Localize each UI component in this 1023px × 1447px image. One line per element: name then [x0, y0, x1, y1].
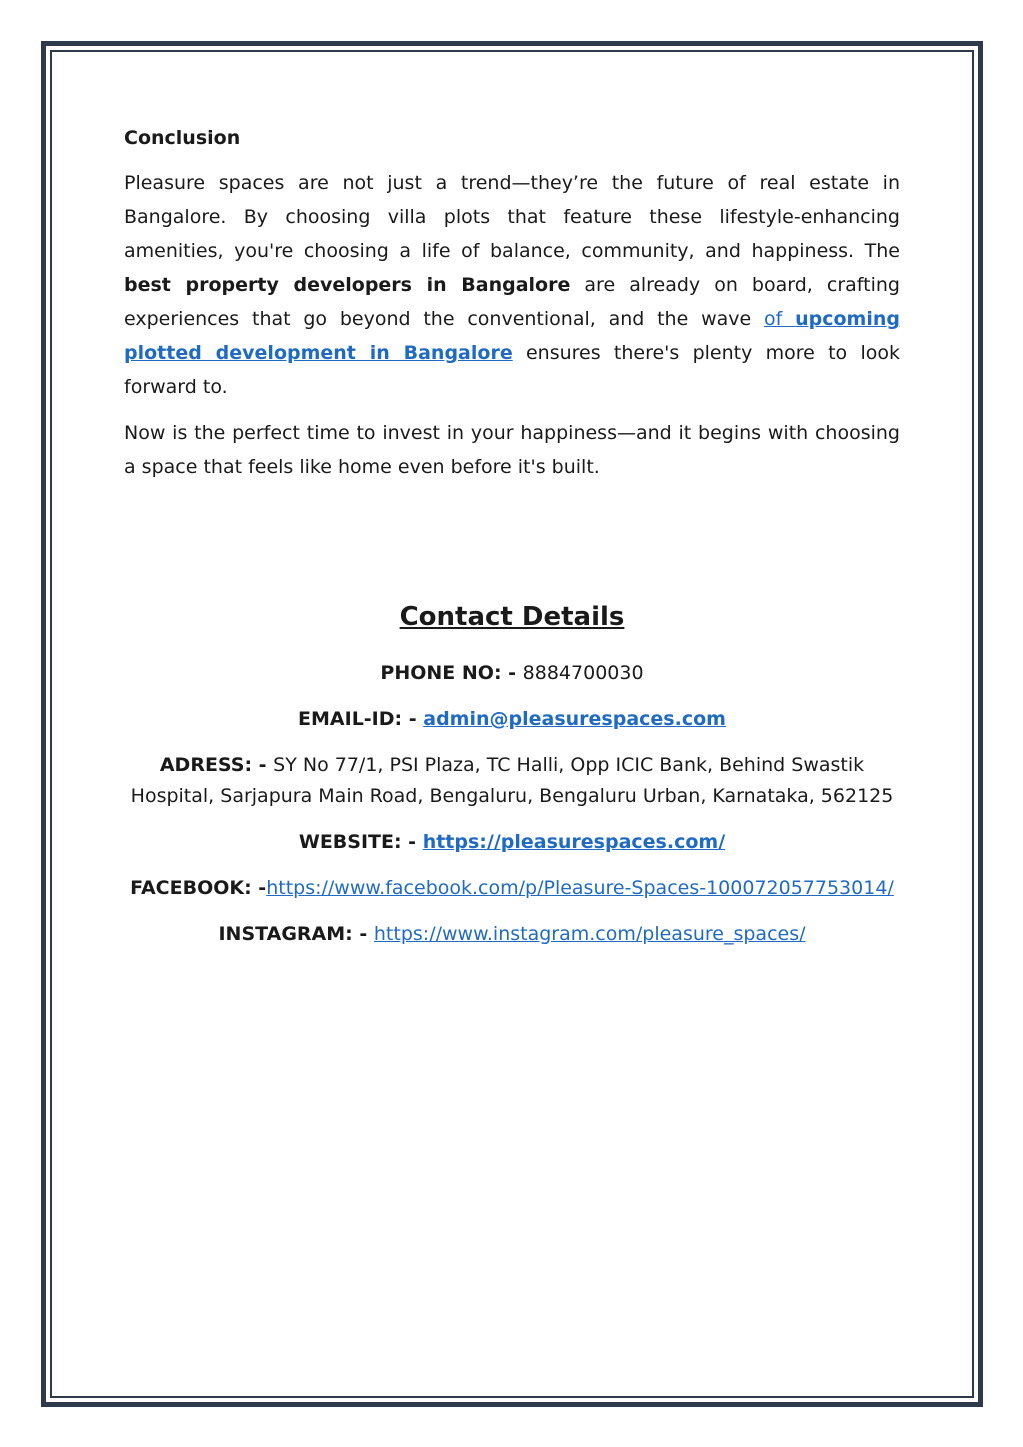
address-label: ADRESS: - [159, 754, 274, 776]
conclusion-paragraph-2: Now is the perfect time to invest in your happiness—and it begins with choosing a space that feels like home even before it's built. [124, 422, 900, 478]
address-value: SY No 77/1, PSI Plaza, TC Halli, Opp ICIC Bank, Behind Swastik Hospital, Sarjapura Main Road, Bengaluru, Bengaluru Urban, Karnataka, 562125 [130, 754, 894, 807]
upcoming-plots-link[interactable]: upcoming plotted development in Bangalore [124, 308, 900, 364]
facebook-row [124, 873, 900, 904]
website-label: WEBSITE: - [298, 831, 423, 853]
facebook-link[interactable]: https://www.facebook.com/p/Pleasure-Spaces-100072057753014/ [266, 877, 894, 899]
website-link[interactable]: https://pleasurespaces.com/ [422, 831, 726, 853]
email-link[interactable]: admin@pleasurespaces.com [423, 708, 726, 730]
conclusion-paragraph-1 [124, 166, 900, 404]
phone-value: 8884700030 [522, 662, 644, 684]
para1-text-1: Pleasure spaces are not just a trend—they’re the future of real estate in Bangalore. By choosing villa plots that feature these lifestyle-enhancing amenities, you're choosing a life of balance, community, and happiness. The [124, 172, 900, 262]
email-label: EMAIL-ID: - [298, 708, 424, 730]
contact-section [124, 594, 900, 965]
conclusion-section [124, 122, 900, 496]
address-row [124, 750, 900, 812]
para1-text-3: ensures there's plenty more to look forward to. [124, 342, 900, 398]
facebook-label: FACEBOOK: - [130, 877, 267, 899]
para1-bold-phrase: best property developers in Bangalore [124, 274, 571, 296]
instagram-label: INSTAGRAM: - [218, 923, 374, 945]
contact-title: Contact Details [399, 602, 625, 632]
phone-row [124, 658, 900, 689]
phone-label: PHONE NO: - [380, 662, 523, 684]
email-row [124, 704, 900, 735]
website-row [124, 827, 900, 858]
instagram-row [124, 919, 900, 950]
conclusion-heading: Conclusion [124, 127, 241, 149]
para1-text-2: are already on board, crafting experiences that go beyond the conventional, and the wave [124, 274, 900, 330]
upcoming-plots-link-prefix[interactable]: of [764, 308, 796, 330]
instagram-link[interactable]: https://www.instagram.com/pleasure_spaces/ [373, 923, 806, 945]
